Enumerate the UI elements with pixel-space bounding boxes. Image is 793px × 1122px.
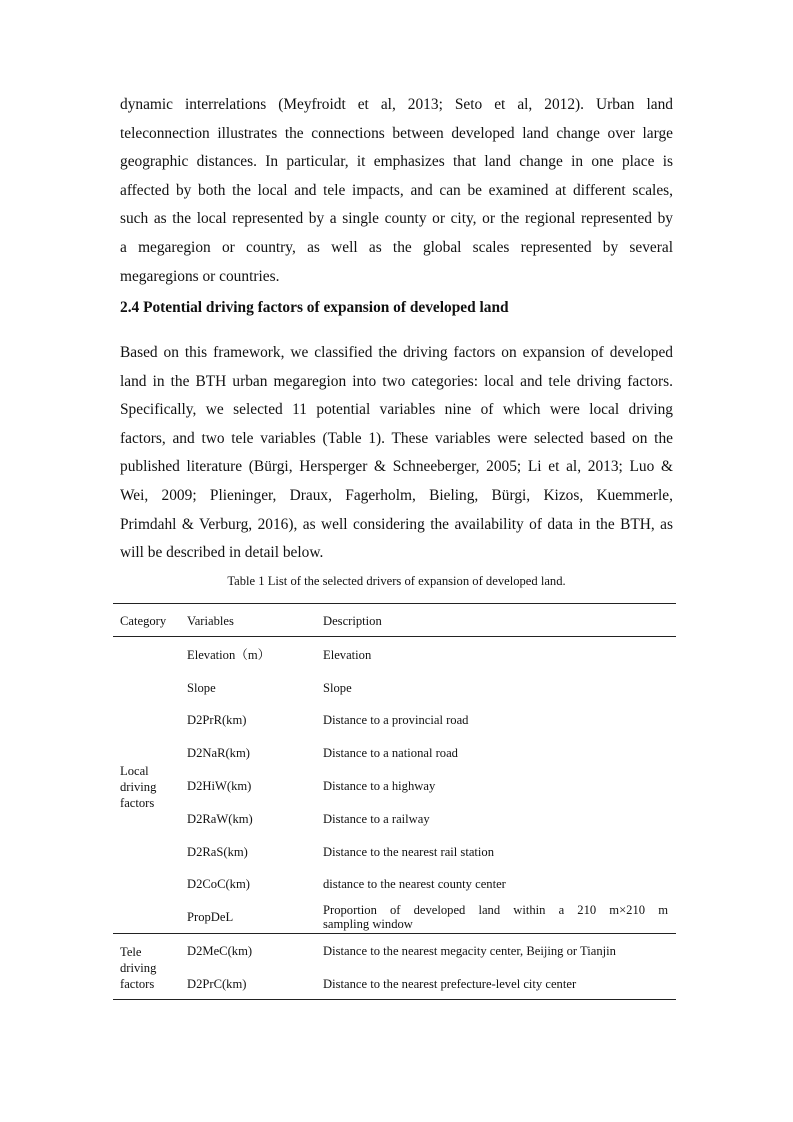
paragraph-line: land in the BTH urban megaregion into two categories: local and tele driving factors.	[120, 372, 673, 390]
category-tele-line: Tele	[120, 945, 142, 959]
category-local-line: Local	[120, 764, 149, 778]
header-description: Description	[323, 614, 382, 628]
variable-cell: Elevation（m）	[187, 648, 271, 662]
description-cell: Elevation	[323, 648, 372, 662]
paragraph-line: Wei, 2009; Plieninger, Draux, Fagerholm, Bieling, Bürgi, Kizos, Kuemmerle,	[120, 486, 673, 504]
header-variables: Variables	[187, 614, 234, 628]
category-local	[120, 763, 156, 811]
paragraph-line: will be described in detail below.	[120, 544, 324, 562]
variable-cell: D2MeC(km)	[187, 944, 253, 958]
paragraph-1	[120, 91, 673, 291]
variable-cell: D2RaS(km)	[187, 845, 248, 859]
table-caption: Table 1 List of the selected drivers of expansion of developed land.	[227, 574, 566, 588]
paragraph-line: megaregions or countries.	[120, 267, 280, 285]
description-line: Proportion of developed land within a 210 m×210 m	[323, 903, 668, 917]
description-cell: Distance to a railway	[323, 812, 430, 826]
description-cell: Distance to the nearest rail station	[323, 845, 495, 859]
description-cell: Slope	[323, 681, 352, 695]
variable-cell: D2CoC(km)	[187, 877, 250, 891]
variable-cell: PropDeL	[187, 910, 234, 924]
description-cell: Distance to a highway	[323, 779, 436, 793]
variable-cell: D2PrC(km)	[187, 977, 247, 991]
paragraph-line: factors, and two tele variables (Table 1). These variables were selected based on the	[120, 429, 673, 447]
description-cell: Distance to a national road	[323, 746, 458, 760]
paragraph-line: affected by both the local and tele impacts, and can be examined at different scales,	[120, 181, 673, 199]
description-cell: Distance to the nearest prefecture-level city center	[323, 977, 577, 991]
paragraph-line: Based on this framework, we classified the driving factors on expansion of developed	[120, 344, 673, 361]
variable-cell: D2PrR(km)	[187, 713, 247, 727]
table-header-rule	[113, 636, 676, 637]
description-cell-multiline	[323, 903, 668, 931]
paragraph-line: Primdahl & Verburg, 2016), as well considering the availability of data in the BTH, as	[120, 515, 673, 533]
description-cell: distance to the nearest county center	[323, 877, 506, 891]
paragraph-line: teleconnection illustrates the connections between developed land change over large	[120, 124, 673, 142]
table-bottom-rule	[113, 999, 676, 1000]
paragraph-line: a megaregion or country, as well as the global scales represented by several	[120, 238, 673, 256]
table-group-rule	[113, 933, 676, 934]
table-top-rule	[113, 603, 676, 604]
description-cell: Distance to a provincial road	[323, 713, 469, 727]
header-category: Category	[120, 614, 167, 628]
category-local-line: driving	[120, 780, 157, 794]
variable-cell: Slope	[187, 681, 216, 695]
category-tele	[120, 944, 156, 992]
paragraph-line: dynamic interrelations (Meyfroidt et al, 2013; Seto et al, 2012). Urban land	[120, 96, 673, 113]
category-local-line: factors	[120, 796, 155, 810]
paragraph-2	[120, 339, 673, 568]
section-heading: 2.4 Potential driving factors of expansion of developed land	[120, 299, 509, 316]
paragraph-line: published literature (Bürgi, Hersperger & Schneeberger, 2005; Li et al, 2013; Luo &	[120, 458, 673, 476]
variable-cell: D2RaW(km)	[187, 812, 253, 826]
category-tele-line: factors	[120, 977, 155, 991]
variable-cell: D2NaR(km)	[187, 746, 250, 760]
paragraph-line: such as the local represented by a single county or city, or the regional represented by	[120, 210, 673, 228]
category-tele-line: driving	[120, 961, 157, 975]
paragraph-line: Specifically, we selected 11 potential variables nine of which were local driving	[120, 401, 673, 419]
description-cell: Distance to the nearest megacity center, Beijing or Tianjin	[323, 944, 616, 958]
variable-cell: D2HiW(km)	[187, 779, 252, 793]
description-line: sampling window	[323, 917, 413, 931]
paragraph-line: geographic distances. In particular, it emphasizes that land change in one place is	[120, 153, 673, 171]
